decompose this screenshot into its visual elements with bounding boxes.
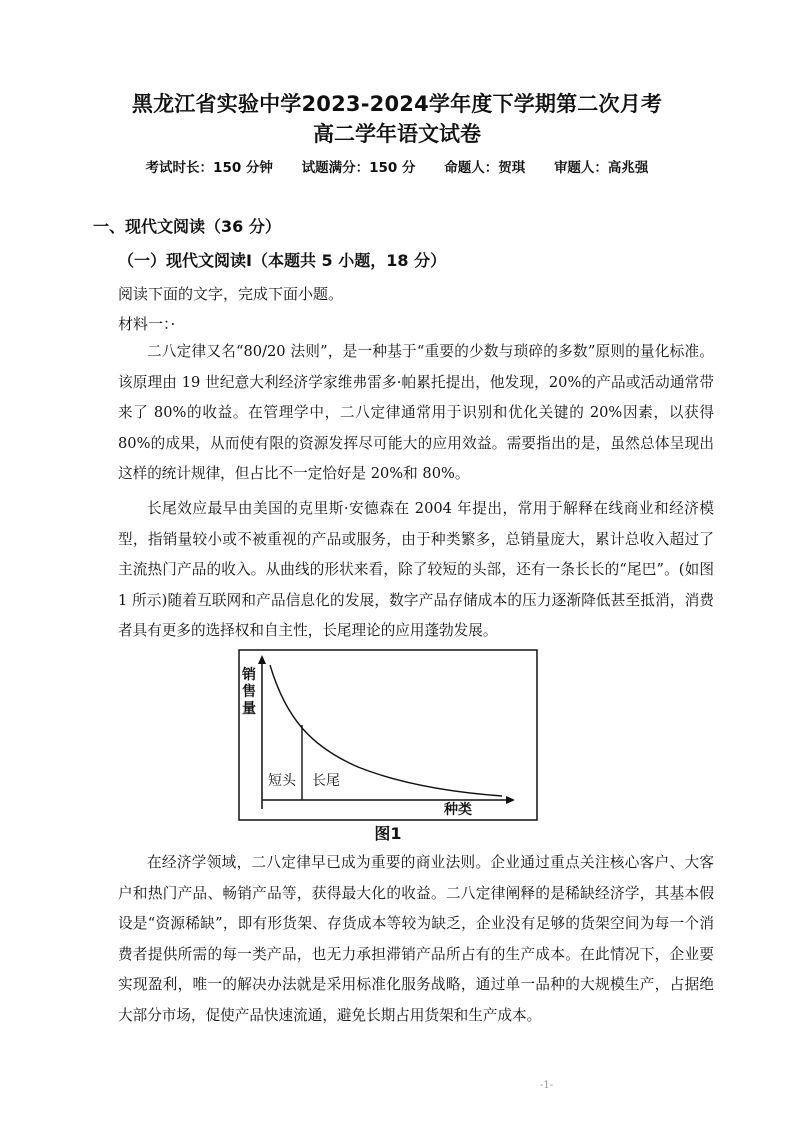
tail-label: 长尾 (312, 773, 340, 789)
exam-meta (0, 156, 794, 176)
exam-reviewer: 审题人：高兆强 (553, 160, 649, 176)
exam-full-score: 试题满分：150 分 (301, 160, 416, 176)
y-axis-arrow (258, 655, 266, 664)
material-label: 材料一：· (118, 315, 176, 333)
x-axis-arrow (506, 796, 515, 804)
section-heading-2: （一）现代文阅读Ⅰ（本题共 5 小题，18 分） (118, 251, 447, 270)
instruction-text: 阅读下面的文字，完成下面小题。 (118, 285, 344, 303)
exam-duration: 考试时长：150 分钟 (145, 160, 273, 176)
long-tail-figure (238, 649, 538, 849)
section-heading-1: 一、现代文阅读（36 分） (93, 217, 281, 236)
exam-setter: 命题人：贺琪 (444, 160, 526, 176)
exam-subtitle: 高二学年语文试卷 (313, 122, 481, 146)
paragraph-long-tail: 长尾效应最早由美国的克里斯·安德森在 2004 年提出，常用于解释在线商业和经济模型，指销量较小或不被重视的产品或服务，由于种类繁多，总销量庞大，累计总收入超过了主流热门产品的收入。从曲线的形状来看，除了较短的头部，还有一条长长的“尾巴”。(如图 1 所示)随着互联网和产品信息化的发展，数字产品存储成本的压力逐渐降低甚至抵消，消费者具有更多的选择权和自主性，长尾理论的应用蓬勃发展。 (118, 500, 714, 639)
paragraph-pareto: 二八定律又名“80/20 法则”，是一种基于“重要的少数与琐碎的多数”原则的量化标准。该原理由 19 世纪意大利经济学家维弗雷多·帕累托提出，他发现，20%的产品或活动通常带来了 80%的收益。在管理学中，二八定律通常用于识别和优化关键的 20%因素，以获得 80%的成果，从而使有限的资源发挥尽可能大的应用效益。需要指出的是，虽然总体呈现出这样的统计规律，但占比不一定恰好是 20%和 80%。 (118, 343, 714, 482)
long-tail-diagram (238, 649, 538, 821)
x-axis-label: 种类 (444, 802, 472, 818)
head-label: 短头 (268, 773, 296, 789)
y-axis-label: 销售量 (242, 667, 256, 717)
page-number: -1- (540, 1080, 554, 1091)
figure-caption: 图1 (374, 824, 402, 843)
paragraph-economics: 在经济学领域，二八定律早已成为重要的商业法则。企业通过重点关注核心客户、大客户和热门产品、畅销产品等，获得最大化的收益。二八定律阐释的是稀缺经济学，其基本假设是“资源稀缺”，即有形货架、存货成本等较为缺乏，企业没有足够的货架空间为每一个消费者提供所需的每一类产品，也无力承担滞销产品所占有的生产成本。在此情况下，企业要实现盈利，唯一的解决办法就是采用标准化服务战略，通过单一品种的大规模生产，占据绝大部分市场，促使产品快速流通，避免长期占用货架和生产成本。 (118, 854, 714, 1024)
figure-frame (239, 650, 537, 820)
long-tail-curve (270, 665, 502, 796)
exam-title: 黑龙江省实验中学2023-2024学年度下学期第二次月考 (131, 92, 663, 116)
